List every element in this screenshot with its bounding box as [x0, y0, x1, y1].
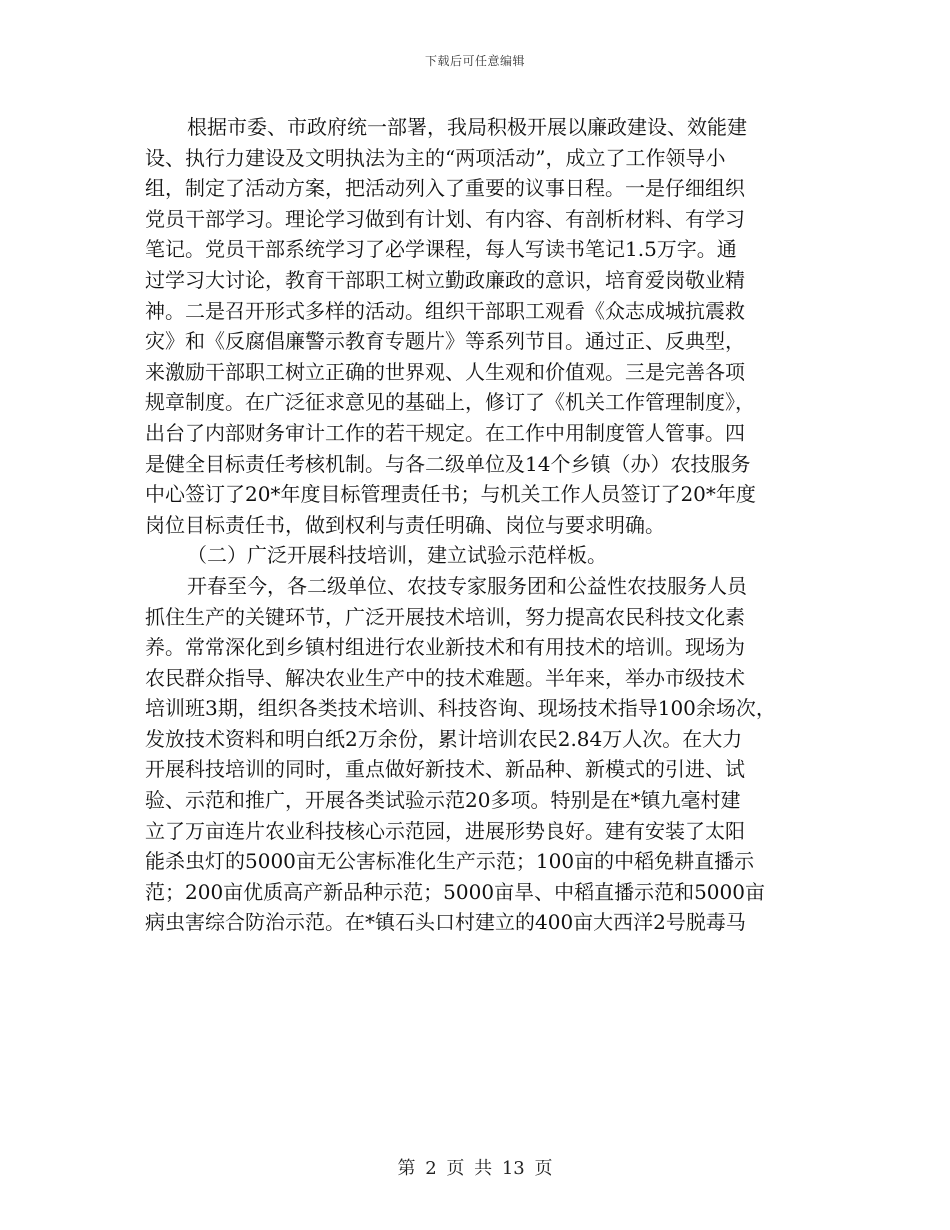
- paragraph-line: 是健全目标责任考核机制。与各二级单位及14个乡镇（办）农技服务: [145, 451, 751, 476]
- paragraph-line: 岗位目标责任书，做到权利与责任明确、岗位与要求明确。: [145, 512, 665, 537]
- paragraph-line: 组，制定了活动方案，把活动列入了重要的议事日程。一是仔细组织: [145, 176, 745, 201]
- paragraph-line: 培训班3期，组织各类技术培训、科技咨询、现场技术指导100余场次，: [145, 696, 776, 721]
- paragraph-line: 中心签订了20*年度目标管理责任书；与机关工作人员签订了20*年度: [145, 482, 756, 507]
- paragraph-line: 来激励干部职工树立正确的世界观、人生观和价值观。三是完善各项: [145, 359, 745, 384]
- paragraph-line: 抓住生产的关键环节，广泛开展技术培训，努力提高农民科技文化素: [145, 604, 745, 629]
- paragraph-line: 出台了内部财务审计工作的若干规定。在工作中用制度管人管事。四: [145, 420, 745, 445]
- page-header: 下载后可任意编辑: [424, 54, 525, 68]
- paragraph-line: 农民群众指导、解决农业生产中的技术难题。半年来，举办市级技术: [145, 665, 745, 690]
- section-heading: （二）广泛开展科技培训，建立试验示范样板。: [187, 543, 607, 568]
- paragraph-line: 验、示范和推广，开展各类试验示范20多项。特别是在*镇九毫村建: [145, 788, 741, 813]
- paragraph-line: 设、执行力建设及文明执法为主的“两项活动”，成立了工作领导小: [145, 145, 726, 170]
- document-body: [145, 112, 810, 938]
- paragraph-line: 范；200亩优质高产新品种示范；5000亩旱、中稻直播示范和5000亩: [145, 879, 765, 904]
- paragraph-line: 笔记。党员干部系统学习了必学课程，每人写读书笔记1.5万字。通: [145, 237, 737, 262]
- paragraph-line: 开展科技培训的同时，重点做好新技术、新品种、新模式的引进、试: [145, 757, 745, 782]
- paragraph-line: 过学习大讨论，教育干部职工树立勤政廉政的意识，培育爱岗敬业精: [145, 267, 745, 292]
- paragraph-line: 开春至今，各二级单位、农技专家服务团和公益性农技服务人员: [187, 573, 747, 598]
- paragraph-line: 能杀虫灯的5000亩无公害标准化生产示范；100亩的中稻免耕直播示: [145, 849, 755, 874]
- page-number-footer: 第 2 页 共 13 页: [397, 1158, 553, 1179]
- paragraph-line: 神。二是召开形式多样的活动。组织干部职工观看《众志成城抗震救: [145, 298, 745, 323]
- paragraph-line: 灾》和《反腐倡廉警示教育专题片》等系列节目。通过正、反典型，: [145, 329, 745, 354]
- paragraph-line: 发放技术资料和明白纸2万余份，累计培训农民2.84万人次。在大力: [145, 726, 743, 751]
- paragraph-line: 规章制度。在广泛征求意见的基础上，修订了《机关工作管理制度》，: [145, 390, 755, 415]
- paragraph-line: 党员干部学习。理论学习做到有计划、有内容、有剖析材料、有学习: [145, 206, 745, 231]
- paragraph-line: 立了万亩连片农业科技核心示范园，进展形势良好。建有安装了太阳: [145, 818, 745, 843]
- paragraph-line: 病虫害综合防治示范。在*镇石头口村建立的400亩大西洋2号脱毒马: [145, 910, 746, 935]
- paragraph-line: 根据市委、市政府统一部署，我局积极开展以廉政建设、效能建: [187, 115, 747, 139]
- paragraph-line: 养。常常深化到乡镇村组进行农业新技术和有用技术的培训。现场为: [145, 635, 745, 660]
